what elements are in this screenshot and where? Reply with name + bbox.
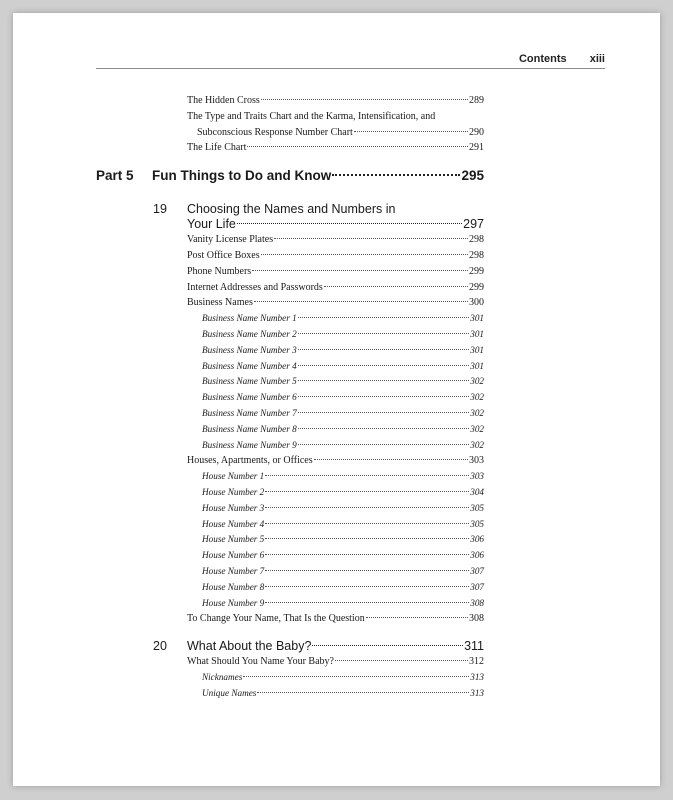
toc-entry-title: House Number 1 bbox=[202, 471, 265, 482]
toc-subentry[interactable] bbox=[202, 438, 484, 454]
dot-leader bbox=[298, 428, 470, 429]
dot-leader bbox=[354, 131, 468, 132]
toc-subentry[interactable] bbox=[202, 548, 484, 564]
toc-entry[interactable] bbox=[187, 93, 484, 109]
toc-subentry[interactable] bbox=[202, 374, 484, 390]
toc-entry-title: Nicknames bbox=[202, 671, 243, 682]
toc-entry-page: 302 bbox=[470, 376, 484, 387]
dot-leader bbox=[247, 146, 468, 147]
header-rule bbox=[96, 68, 605, 69]
part-heading[interactable] bbox=[96, 168, 484, 190]
dot-leader bbox=[366, 617, 468, 618]
toc-entry[interactable] bbox=[187, 280, 484, 296]
toc-subentry[interactable] bbox=[202, 422, 484, 438]
part-page: 295 bbox=[461, 168, 484, 184]
toc-entry-page: 299 bbox=[469, 281, 484, 293]
dot-leader bbox=[298, 349, 470, 350]
toc-entry-page: 305 bbox=[470, 518, 484, 529]
toc-entry-page: 301 bbox=[470, 360, 484, 371]
toc-entry-title: Business Name Number 4 bbox=[202, 360, 297, 371]
toc-entry-page: 298 bbox=[469, 249, 484, 261]
toc-entry-page: 289 bbox=[469, 95, 484, 106]
toc-entry-page: 306 bbox=[470, 550, 484, 561]
toc-entry-title: What Should You Name Your Baby? bbox=[187, 656, 334, 668]
dot-leader bbox=[298, 333, 470, 334]
toc-subentry[interactable] bbox=[202, 501, 484, 517]
toc-entry-title: Business Name Number 9 bbox=[202, 439, 297, 450]
dot-leader bbox=[265, 586, 469, 587]
toc-entry-page: 299 bbox=[469, 265, 484, 277]
chapter-19-entries bbox=[13, 232, 660, 627]
toc-entry-page: 291 bbox=[469, 142, 484, 154]
toc-entry-title: House Number 3 bbox=[202, 502, 265, 513]
dot-leader bbox=[254, 301, 468, 302]
toc-subentry[interactable] bbox=[202, 343, 484, 359]
dot-leader bbox=[265, 602, 469, 603]
toc-subentry[interactable] bbox=[202, 359, 484, 375]
toc-entry-title: Vanity License Plates bbox=[187, 234, 274, 246]
toc-entry-title: House Number 2 bbox=[202, 486, 265, 497]
chapter-title: What About the Baby? bbox=[187, 639, 312, 654]
dot-leader bbox=[265, 507, 469, 508]
toc-entry-page: 290 bbox=[469, 126, 484, 138]
dot-leader bbox=[298, 396, 470, 397]
toc-entry-title: Houses, Apartments, or Offices bbox=[187, 455, 313, 467]
running-head-section: Contents bbox=[518, 53, 567, 65]
dot-leader bbox=[335, 660, 468, 661]
toc-entry-page: 313 bbox=[470, 687, 484, 698]
prior-chapter-entries bbox=[13, 93, 660, 156]
chapter-number: 19 bbox=[153, 202, 167, 217]
toc-entry-title-line2: Subconscious Response Number Chart bbox=[197, 126, 353, 138]
chapter-heading-20[interactable] bbox=[153, 639, 484, 654]
toc-entry-page: 302 bbox=[470, 439, 484, 450]
chapter-title-line2: Your Life bbox=[187, 217, 236, 232]
toc-entry-page: 302 bbox=[470, 392, 484, 403]
dot-leader bbox=[265, 538, 469, 539]
toc-entry-page: 304 bbox=[470, 486, 484, 497]
dot-leader bbox=[252, 270, 468, 271]
chapter-heading-19[interactable] bbox=[153, 202, 484, 232]
dot-leader bbox=[265, 475, 469, 476]
toc-entry-page: 302 bbox=[470, 423, 484, 434]
toc-entry-page: 306 bbox=[470, 534, 484, 545]
toc-entry-page: 307 bbox=[470, 581, 484, 592]
toc-entry[interactable] bbox=[187, 295, 484, 311]
toc-subentry[interactable] bbox=[202, 311, 484, 327]
toc-subentry[interactable] bbox=[202, 670, 484, 686]
toc-entry-title: Phone Numbers bbox=[187, 265, 252, 277]
dot-leader bbox=[324, 286, 468, 287]
toc-subentry[interactable] bbox=[202, 485, 484, 501]
dot-leader bbox=[265, 491, 469, 492]
toc-entry-title: Internet Addresses and Passwords bbox=[187, 281, 323, 293]
toc-subentry[interactable] bbox=[202, 390, 484, 406]
dot-leader bbox=[314, 459, 468, 460]
toc-entry-page: 303 bbox=[470, 471, 484, 482]
toc-entry-title: Business Name Number 7 bbox=[202, 407, 297, 418]
toc-subentry[interactable] bbox=[202, 686, 484, 702]
toc-entry-page: 313 bbox=[470, 671, 484, 682]
dot-leader bbox=[332, 174, 460, 176]
toc-subentry[interactable] bbox=[202, 580, 484, 596]
toc-entry-title: To Change Your Name, That Is the Question bbox=[187, 613, 365, 625]
toc-entry-page: 301 bbox=[470, 344, 484, 355]
toc-entry-title: House Number 6 bbox=[202, 550, 265, 561]
toc-entry-title: House Number 9 bbox=[202, 597, 265, 608]
toc-entry[interactable] bbox=[187, 140, 484, 156]
page-folio: xiii bbox=[589, 53, 605, 65]
toc-entry-title: Business Name Number 8 bbox=[202, 423, 297, 434]
toc-entry-page: 308 bbox=[470, 597, 484, 608]
toc-entry-title: Unique Names bbox=[202, 687, 257, 698]
toc-entry[interactable] bbox=[187, 453, 484, 469]
dot-leader bbox=[257, 692, 469, 693]
toc-content bbox=[13, 93, 660, 704]
dot-leader bbox=[298, 380, 470, 381]
toc-entry-title: Business Name Number 1 bbox=[202, 313, 297, 324]
toc-subentry[interactable] bbox=[202, 327, 484, 343]
dot-leader bbox=[298, 317, 470, 318]
toc-entry-page: 305 bbox=[470, 502, 484, 513]
chapter-page: 297 bbox=[463, 217, 484, 232]
book-page bbox=[13, 13, 660, 786]
running-head bbox=[96, 53, 605, 65]
dot-leader bbox=[265, 570, 469, 571]
dot-leader bbox=[261, 99, 468, 100]
chapter-page: 311 bbox=[464, 639, 484, 654]
toc-entry-page: 312 bbox=[469, 656, 484, 668]
chapter-number: 20 bbox=[153, 639, 167, 654]
toc-entry-title: House Number 7 bbox=[202, 565, 265, 576]
toc-entry-title: Business Names bbox=[187, 297, 253, 309]
toc-entry-page: 301 bbox=[470, 328, 484, 339]
toc-entry[interactable] bbox=[187, 264, 484, 280]
toc-entry-title: Business Name Number 2 bbox=[202, 328, 297, 339]
dot-leader bbox=[265, 523, 469, 524]
toc-entry[interactable] bbox=[187, 248, 484, 264]
dot-leader bbox=[298, 412, 470, 413]
dot-leader bbox=[261, 254, 468, 255]
toc-entry-title: Business Name Number 6 bbox=[202, 392, 297, 403]
toc-entry[interactable] bbox=[187, 654, 484, 670]
toc-entry-title: The Hidden Cross bbox=[187, 95, 260, 106]
toc-entry[interactable] bbox=[187, 611, 484, 627]
toc-entry[interactable] bbox=[187, 109, 484, 141]
dot-leader bbox=[298, 444, 470, 445]
toc-entry-page: 301 bbox=[470, 313, 484, 324]
toc-entry-page: 302 bbox=[470, 407, 484, 418]
toc-entry-page: 303 bbox=[469, 455, 484, 467]
toc-entry-title: Business Name Number 5 bbox=[202, 376, 297, 387]
toc-subentry[interactable] bbox=[202, 469, 484, 485]
part-title: Fun Things to Do and Know bbox=[152, 168, 332, 184]
toc-entry[interactable] bbox=[187, 232, 484, 248]
toc-subentry[interactable] bbox=[202, 596, 484, 612]
toc-entry-page: 298 bbox=[469, 234, 484, 246]
dot-leader bbox=[274, 238, 468, 239]
toc-entry-title: House Number 5 bbox=[202, 534, 265, 545]
toc-entry-title: Business Name Number 3 bbox=[202, 344, 297, 355]
dot-leader bbox=[298, 365, 470, 366]
dot-leader bbox=[312, 645, 463, 646]
toc-entry-page: 300 bbox=[469, 297, 484, 309]
toc-entry-title: House Number 8 bbox=[202, 581, 265, 592]
dot-leader bbox=[243, 676, 469, 677]
toc-entry-title: The Life Chart bbox=[187, 142, 247, 154]
dot-leader bbox=[237, 223, 462, 224]
toc-entry-title-line1: The Type and Traits Chart and the Karma, Intensification, and bbox=[187, 110, 436, 122]
toc-subentry[interactable] bbox=[202, 517, 484, 533]
toc-subentry[interactable] bbox=[202, 406, 484, 422]
toc-subentry[interactable] bbox=[202, 532, 484, 548]
toc-entry-title: House Number 4 bbox=[202, 518, 265, 529]
toc-subentry[interactable] bbox=[202, 564, 484, 580]
toc-entry-page: 308 bbox=[469, 613, 484, 625]
chapter-title-line1: Choosing the Names and Numbers in bbox=[187, 202, 396, 217]
toc-entry-title: Post Office Boxes bbox=[187, 249, 260, 261]
part-label: Part 5 bbox=[96, 168, 134, 184]
chapter-20-entries bbox=[13, 654, 660, 701]
dot-leader bbox=[265, 554, 469, 555]
toc-entry-page: 307 bbox=[470, 565, 484, 576]
